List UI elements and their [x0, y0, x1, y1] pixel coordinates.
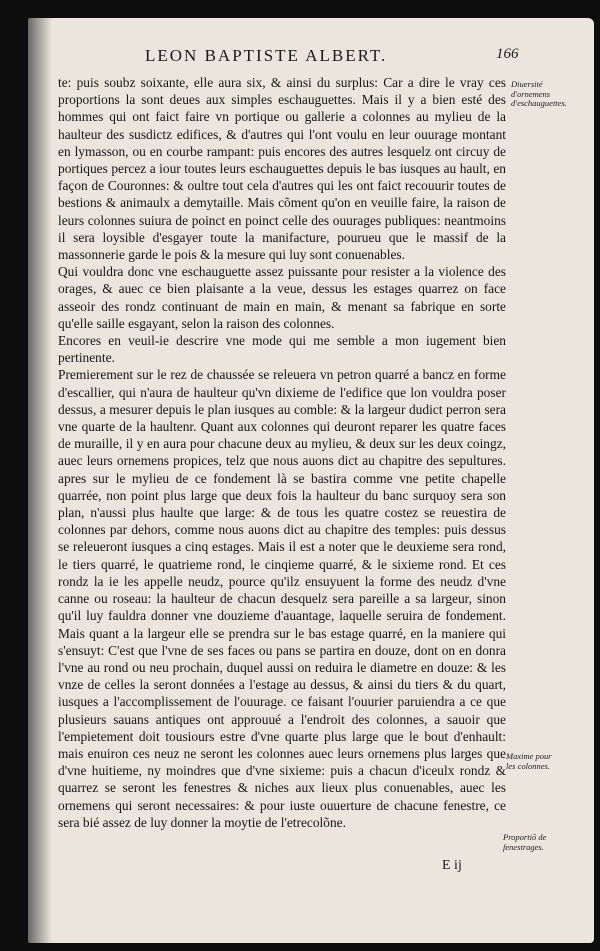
paragraph: Encores en veuil-ie descrire vne mode qui me semble a mon iugement bien pertinente.	[58, 333, 506, 366]
running-title: LEON BAPTISTE ALBERT.	[145, 46, 388, 65]
binding-shadow	[28, 18, 52, 943]
signature-mark: E ij	[442, 858, 462, 873]
paragraph: Premierement sur le rez de chaussée se releuera vn petron quarré a bancz en forme d'escallier, qui n'aura de haulteur qu'vn dixieme de l'edifice que lon vouldra poser dessus, a mesurer depuis le plan iusques au comble: & la largeur dudict perron sera vne quarte de la haultenr. Quant aux colonnes qui deuront reparer les quatre faces de muraille, il y en aura pour chacune deux au mylieu, & deux sur les deux coingz, auec leurs ornemens propices, telz que nous auons dict au chapitre des sepultures. apres sur le mylieu de ce fondement là se bastira comme vne petite chapelle quarrée, non point plus large que deux fois la haulteur du banc surquoy sera son plan, n'aussi plus haulte que large: & de tous les quatre costez se reuestira de colonnes par dehors, comme nous auons dict au chapitre des temples: puis dessus se releueront iusques a cinq estages. Mais il est a noter que le deuxieme sera rond, le tiers quarré, le quatrieme rond, le cinqieme quarré, & le sixieme rond. Et ces rondz la ie les appelle neudz, pource qu'ilz ensuyuent la forme des neudz d'vne canne ou roseau: la haulteur de chacun desquelz sera pareille a sa largeur, sinon qu'il luy fauldra donner vne douzieme d'auantage, laquelle seruira de fondement. Mais quant a la largeur elle se prendra sur le bas estage quarré, en la maniere qui s'ensuyt: C'est que l'vne de ses faces ou pans se partira en douze, dont on en donra l'vne au rond ou neu prochain, duquel aussi on reduira le diametre en douze: & les vnze de celles la seront données a l'estage au dessus, & ainsi du tiers & du quart, iusques a l'accomplissement de l'ouurage. ce faisant l'ouurier paruiendra a ce que plusieurs sauans antiques ont approuué a l'endroit des colonnes, a sauoir que l'empietement doit tousiours estre d'vne quarte plus large que le bout d'enhault: mais enuiron ces neuz ne seront les colonnes auec leurs ornemens plus larges que d'vne huitieme, ny moindres que d'vne sixieme: puis a chacun d'iceulx rondz & quarrez se seront les fenestres & niches aux lieux plus conuenables, auec les ornemens qui seront necessaires: & pour iuste ouuerture de chacune fenestre, ce sera bié assez de luy donner la moytie de l'etrecolõne.	[58, 367, 506, 830]
margin-note: Diuersité d'ornemens d'eschauguettes.	[511, 79, 567, 108]
paragraph: Qui vouldra donc vne eschauguette assez puissante pour resister a la violence des orages, & auec ce bien plaisante a la veue, dessus les estages quarrez on face asseoir des rondz continuant de main en main, & menant sa fabrique en sorte qu'elle saille esgayant, selon la raison des colonnes.	[58, 264, 506, 331]
margin-note: Maxime pour les colonnes.	[506, 751, 552, 771]
page-number: 166	[496, 46, 519, 62]
margin-note: Proportiõ de fenestrages.	[503, 832, 547, 852]
main-text	[58, 74, 506, 831]
paragraph: te: puis soubz soixante, elle aura six, & ainsi du surplus: Car a dire le vray ces proportions la sont deues aux simples eschauguettes. Mais il y a bien esté des hommes qui ont faict faire vn portique ou gallerie a colonnes au mylieu de la haulteur des susdictz edifices, & d'autres qui l'ont voulu en leur ouurage montant en lymasson, ou en courbe rampant: puis encores des autres lesquelz ont circuy de portiques percez a iour toutes leurs eschauguettes depuis le bas iusques au hault, en façon de Couronnes: & oultre tout cela d'autres qui les ont faict recouurir toutes de bestions & animaulx a demytaille. Mais cõment qu'on en veuille faire, la raison de leurs colonnes suiura de poinct en poinct celle des ouurages publiques: neantmoins il sera loysible d'esgayer toute la manifacture, pourueu que le massif de la massonnerie garde le pois & la mesure qui luy sont conuenables.	[58, 75, 506, 263]
